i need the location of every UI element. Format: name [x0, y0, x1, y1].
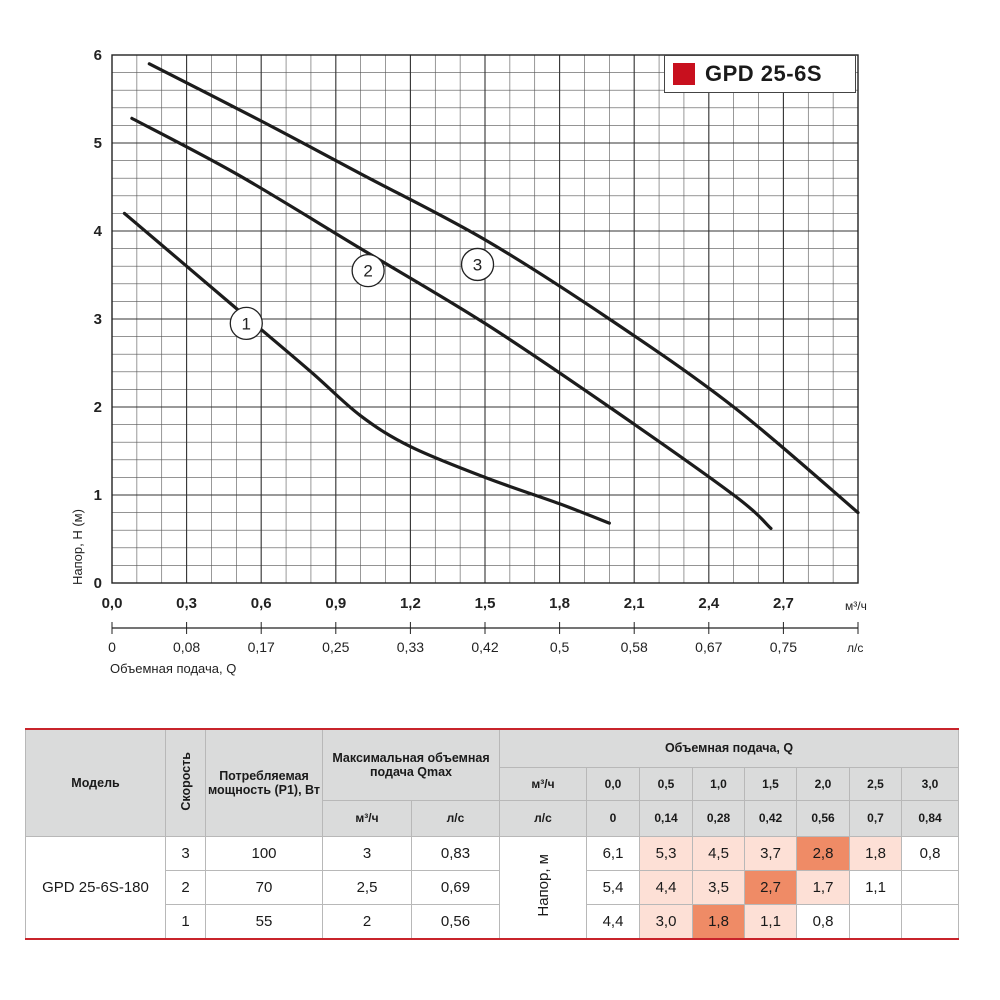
head-value-cell: 1,1: [850, 870, 902, 904]
head-value-cell: 1,8: [693, 904, 745, 939]
head-value-cell: 0,8: [902, 836, 959, 870]
series-line-3: [149, 64, 858, 513]
series-line-2: [132, 118, 771, 528]
head-value-cell: 1,1: [745, 904, 797, 939]
head-value-cell: 3,0: [640, 904, 693, 939]
y-tick-label: 6: [93, 47, 102, 64]
x2-tick-label: 0,5: [549, 639, 570, 655]
flow-header-ls: 0,84: [902, 800, 959, 836]
flow-header-m3h: 2,0: [797, 767, 850, 800]
x2-unit-label: л/с: [847, 641, 864, 655]
flow-header-m3h: 3,0: [902, 767, 959, 800]
header-flow: Объемная подача, Q: [500, 729, 959, 767]
model-cell: GPD 25-6S-180: [26, 836, 166, 939]
table-row: [26, 904, 959, 939]
flow-header-ls: 0,42: [745, 800, 797, 836]
legend-label: GPD 25-6S: [705, 61, 822, 86]
y-tick-label: 2: [93, 399, 102, 416]
power-cell: 100: [206, 836, 323, 870]
y-tick-label: 4: [93, 223, 102, 240]
x-tick-label: 1,5: [474, 595, 496, 612]
y-tick-label: 5: [93, 135, 102, 152]
x-tick-label: 1,8: [549, 595, 571, 612]
flow-unit-m3h: м³/ч: [500, 767, 587, 800]
qmax-m3h-cell: 3: [323, 836, 412, 870]
head-value-cell: 2,8: [797, 836, 850, 870]
table-row: [26, 836, 959, 870]
head-label-cell: [500, 836, 587, 939]
head-value-cell: 3,5: [693, 870, 745, 904]
header-power: Потребляемая мощность (P1), Вт: [206, 729, 323, 836]
flow-header-m3h: 1,5: [745, 767, 797, 800]
qmax-ls-cell: 0,56: [412, 904, 500, 939]
table-row: [26, 870, 959, 904]
series-label-1: 1: [241, 314, 252, 334]
head-value-cell: [902, 904, 959, 939]
qmax-unit-m3h: м³/ч: [323, 800, 412, 836]
power-cell: 70: [206, 870, 323, 904]
head-value-cell: 4,4: [587, 904, 640, 939]
head-value-cell: 0,8: [797, 904, 850, 939]
x2-tick-label: 0,75: [769, 639, 798, 655]
x2-tick-label: 0,42: [471, 639, 499, 655]
y-tick-label: 3: [93, 311, 102, 328]
header-qmax: Максимальная объемная подача Qmax: [323, 729, 500, 800]
head-value-cell: 1,8: [850, 836, 902, 870]
head-value-cell: 5,3: [640, 836, 693, 870]
x2-tick-label: 0: [108, 639, 116, 655]
header-speed: Скорость: [166, 729, 206, 836]
x-tick-label: 2,1: [623, 595, 645, 612]
flow-header-m3h: 1,0: [693, 767, 745, 800]
speed-cell: 3: [166, 836, 206, 870]
head-value-cell: 4,4: [640, 870, 693, 904]
chart-legend: [664, 55, 856, 93]
head-value-cell: [902, 870, 959, 904]
x2-tick-label: 0,17: [247, 639, 275, 655]
x2-tick-label: 0,25: [322, 639, 350, 655]
legend-swatch: [673, 63, 695, 85]
qmax-unit-ls: л/с: [412, 800, 500, 836]
flow-header-ls: 0,7: [850, 800, 902, 836]
qmax-m3h-cell: 2: [323, 904, 412, 939]
speed-cell: 1: [166, 904, 206, 939]
flow-header-ls: 0: [587, 800, 640, 836]
x-unit-label: м³/ч: [845, 599, 867, 613]
head-value-cell: 3,7: [745, 836, 797, 870]
x2-tick-label: 0,08: [172, 639, 201, 655]
qmax-ls-cell: 0,83: [412, 836, 500, 870]
series-label-2: 2: [363, 261, 373, 281]
x-tick-label: 2,7: [772, 595, 794, 612]
power-cell: 55: [206, 904, 323, 939]
flow-header-m3h: 0,5: [640, 767, 693, 800]
x2-tick-label: 0,58: [620, 639, 648, 655]
flow-unit-ls: л/с: [500, 800, 587, 836]
x-tick-label: 0,3: [176, 595, 198, 612]
speed-cell: 2: [166, 870, 206, 904]
head-value-cell: 5,4: [587, 870, 640, 904]
head-value-cell: 2,7: [745, 870, 797, 904]
head-value-cell: [850, 904, 902, 939]
head-value-cell: 4,5: [693, 836, 745, 870]
x-tick-label: 1,2: [399, 595, 421, 612]
x-tick-label: 2,4: [698, 595, 720, 612]
x-axis-label: Объемная подача, Q: [110, 661, 237, 676]
x-tick-label: 0,0: [101, 595, 123, 612]
spec-table: [25, 728, 959, 940]
flow-header-ls: 0,14: [640, 800, 693, 836]
header-model: Модель: [26, 729, 166, 836]
series-label-3: 3: [472, 255, 483, 275]
y-tick-label: 0: [93, 575, 102, 592]
qmax-m3h-cell: 2,5: [323, 870, 412, 904]
flow-header-ls: 0,56: [797, 800, 850, 836]
x-tick-label: 0,6: [250, 595, 272, 612]
x-tick-label: 0,9: [325, 595, 347, 612]
y-tick-label: 1: [93, 487, 102, 504]
head-value-cell: 1,7: [797, 870, 850, 904]
flow-header-m3h: 2,5: [850, 767, 902, 800]
head-value-cell: 6,1: [587, 836, 640, 870]
flow-header-m3h: 0,0: [587, 767, 640, 800]
qmax-ls-cell: 0,69: [412, 870, 500, 904]
x2-tick-label: 0,67: [695, 639, 723, 655]
flow-header-ls: 0,28: [693, 800, 745, 836]
x2-tick-label: 0,33: [396, 639, 425, 655]
y-axis-label: Напор, H (м): [70, 509, 85, 585]
head-label: Напор, м: [534, 853, 552, 917]
